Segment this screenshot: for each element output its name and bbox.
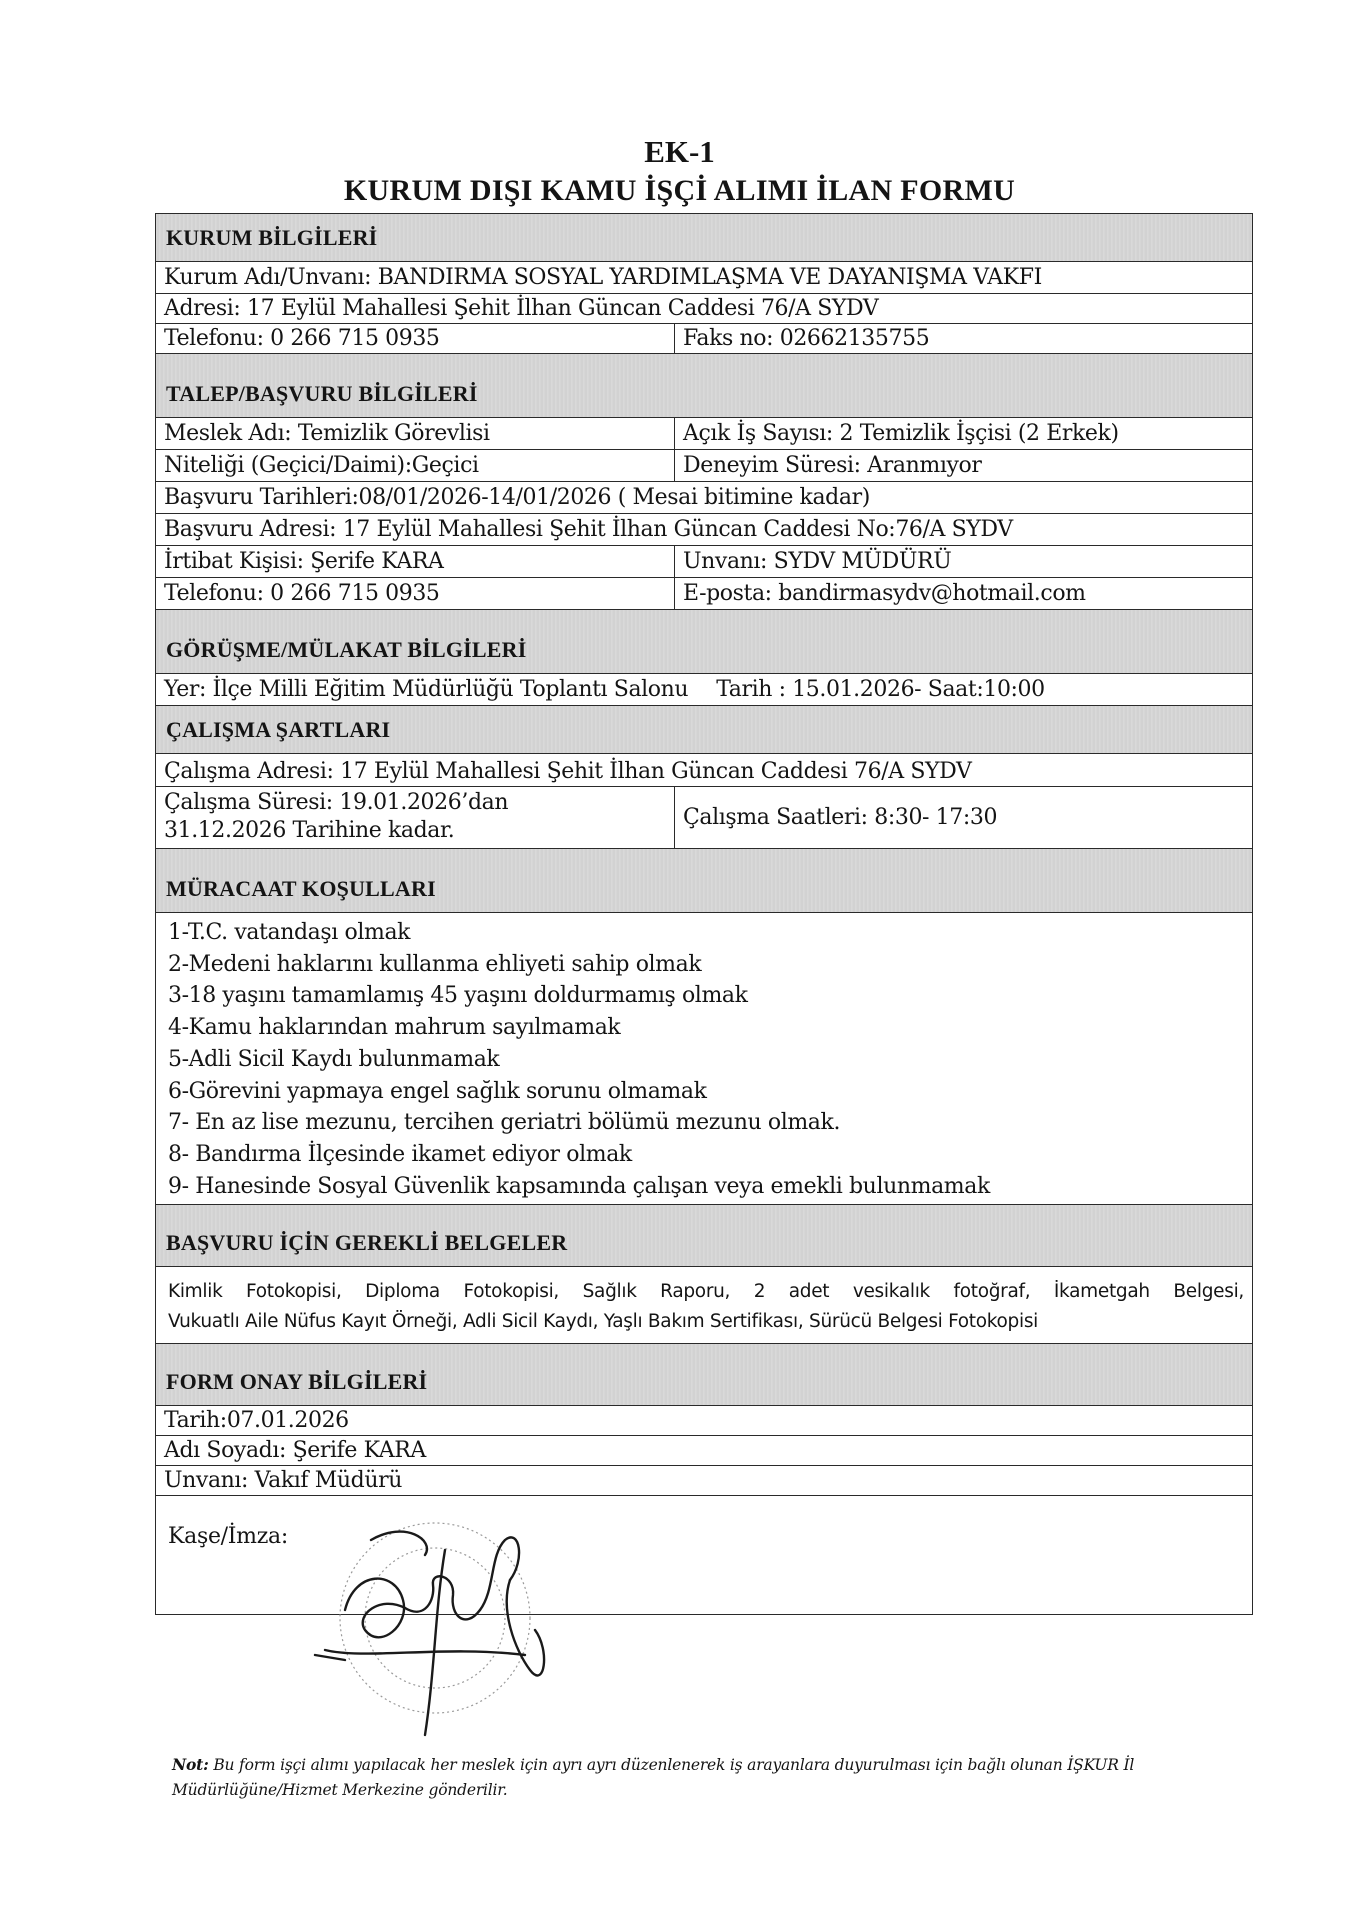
note-label: Not: [172,1755,209,1774]
form-title: KURUM DIŞI KAMU İŞÇİ ALIMI İLAN FORMU [343,174,1016,207]
muracaat-condition-item: 7- En az lise mezunu, tercihen geriatri bölümü mezunu olmak. [168,1110,841,1136]
basvuru-tarihleri: Başvuru Tarihleri:08/01/2026-14/01/2026 ( Mesai bitimine kadar) [164,484,870,510]
onay-tarih: Tarih:07.01.2026 [164,1407,349,1433]
section-header-muracaat: MÜRACAAT KOŞULLARI [156,849,1252,913]
gorusme-yer: Yer: İlçe Milli Eğitim Müdürlüğü Toplantı Salonu [164,676,689,702]
kurum-name: Kurum Adı/Unvanı: BANDIRMA SOSYAL YARDIMLAŞMA VE DAYANIŞMA VAKFI [164,264,1042,290]
talep-row-1 [156,418,1252,450]
kurum-address: Adresi: 17 Eylül Mahallesi Şehit İlhan Güncan Caddesi 76/A SYDV [164,295,879,321]
talep-eposta: E-posta: bandirmasydv@hotmail.com [683,580,1086,606]
irtibat-kisisi: İrtibat Kişisi: Şerife KARA [156,546,675,577]
note-text: Bu form işçi alımı yapılacak her meslek için ayrı ayrı düzenlenerek iş arayanlara duyurulması için bağlı olunan İŞKUR İl Müdürlüğüne/Hizmet Merkezine gönderilir. [172,1756,1135,1799]
talep-row-2 [156,450,1252,482]
niteligi: Niteliği (Geçici/Daimi):Geçici [156,450,675,481]
documents-line-2: Vukuatlı Aile Nüfus Kayıt Örneği, Adli Sicil Kaydı, Yaşlı Bakım Sertifikası, Sürücü Belgesi Fotokopisi [168,1311,1039,1333]
acik-is-sayisi: Açık İş Sayısı: 2 Temizlik İşçisi (2 Erkek) [683,420,1119,446]
section-header-belgeler: BAŞVURU İÇİN GEREKLİ BELGELER [156,1205,1252,1267]
muracaat-condition-item: 8- Bandırma İlçesinde ikamet ediyor olmak [168,1141,632,1167]
basvuru-adresi: Başvuru Adresi: 17 Eylül Mahallesi Şehit İlhan Güncan Caddesi No:76/A SYDV [164,516,1013,542]
muracaat-conditions-list [156,913,1252,1205]
documents-line-1: Kimlik Fotokopisi, Diploma Fotokopisi, Sağlık Raporu, 2 adet vesikalık fotoğraf, İkametgah Belgesi, [168,1281,1244,1303]
section-header-talep: TALEP/BAŞVURU BİLGİLERİ [156,354,1252,418]
kase-imza-label: Kaşe/İmza: [168,1524,288,1550]
section-header-calisma: ÇALIŞMA ŞARTLARI [156,706,1252,754]
calisma-adresi: Çalışma Adresi: 17 Eylül Mahallesi Şehit İlhan Güncan Caddesi 76/A SYDV [164,759,972,784]
muracaat-condition-item: 2-Medeni haklarını kullanma ehliyeti sahip olmak [168,951,702,977]
talep-row-4 [156,514,1252,546]
section-header-kurum: KURUM BİLGİLERİ [156,214,1252,262]
announcement-form-table [155,213,1253,1615]
irtibat-unvani: Unvanı: SYDV MÜDÜRÜ [683,548,952,574]
muracaat-condition-item: 3-18 yaşını tamamlamış 45 yaşını doldurmamış olmak [168,983,748,1009]
muracaat-condition-item: 9- Hanesinde Sosyal Güvenlik kapsamında çalışan veya emekli bulunmamak [168,1173,990,1199]
calisma-suresi-line1: Çalışma Süresi: 19.01.2026’dan [164,790,509,815]
onay-adi-row [156,1436,1252,1466]
muracaat-condition-item: 5-Adli Sicil Kaydı bulunmamak [168,1046,500,1072]
calisma-sure-row [156,787,1252,849]
onay-adi-soyadi: Adı Soyadı: Şerife KARA [164,1437,426,1463]
gorusme-tarih: Tarih : 15.01.2026- Saat:10:00 [716,676,1045,702]
signature-and-stamp-image [285,1500,585,1750]
gorusme-row [156,674,1252,706]
signature-scribble [315,1532,544,1735]
calisma-saatleri: Çalışma Saatleri: 8:30- 17:30 [683,804,998,830]
kurum-phone: Telefonu: 0 266 715 0935 [156,324,675,353]
footer-note [172,1752,1212,1803]
muracaat-condition-item: 1-T.C. vatandaşı olmak [168,920,411,945]
deneyim-suresi: Deneyim Süresi: Aranmıyor [683,452,982,478]
section-header-onay: FORM ONAY BİLGİLERİ [156,1344,1252,1406]
calisma-suresi-line2: 31.12.2026 Tarihine kadar. [164,818,455,843]
stamp-circle [340,1523,530,1713]
talep-row-5 [156,546,1252,578]
talep-telefon: Telefonu: 0 266 715 0935 [156,578,675,609]
kurum-name-row [156,262,1252,294]
onay-unvan-row [156,1466,1252,1496]
annex-label: EK-1 [644,134,715,169]
section-header-gorusme: GÖRÜŞME/MÜLAKAT BİLGİLERİ [156,610,1252,674]
talep-row-6 [156,578,1252,610]
calisma-suresi [156,787,675,848]
calisma-adres-row [156,754,1252,787]
onay-unvani: Unvanı: Vakıf Müdürü [164,1467,402,1493]
gorusme-yer-tarih [156,674,1252,705]
muracaat-condition-item: 6-Görevini yapmaya engel sağlık sorunu olmamak [168,1078,707,1104]
talep-row-3 [156,482,1252,514]
kurum-contact-row [156,324,1252,354]
onay-tarih-row [156,1406,1252,1436]
required-documents [156,1267,1252,1344]
kurum-address-row [156,294,1252,324]
muracaat-condition-item: 4-Kamu haklarından mahrum sayılmamak [168,1015,621,1041]
kurum-fax: Faks no: 02662135755 [683,325,930,351]
meslek-adi: Meslek Adı: Temizlik Görevlisi [156,418,675,449]
